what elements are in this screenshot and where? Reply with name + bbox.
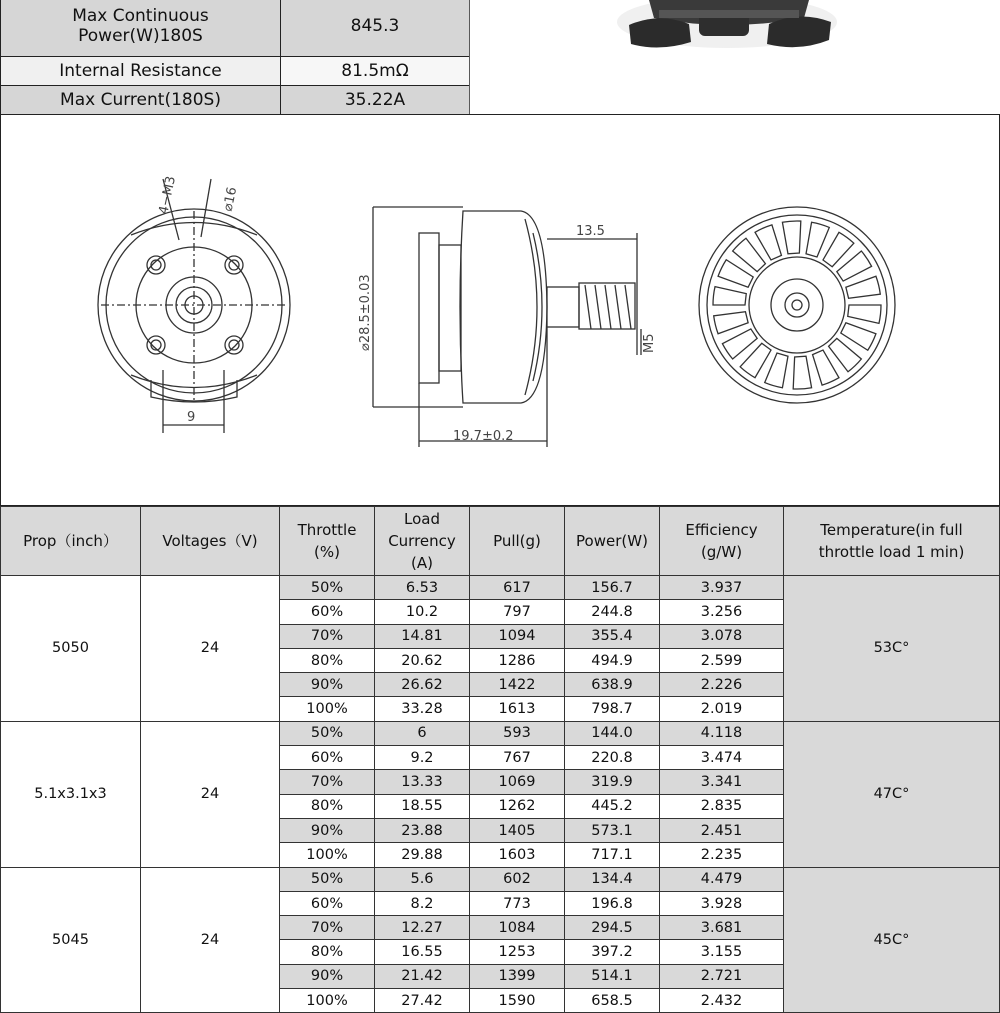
load-current-cell: 14.81 [375, 624, 470, 648]
side-profile-view [373, 207, 641, 447]
power-cell: 220.8 [565, 746, 660, 770]
performance-table [0, 506, 1000, 1013]
efficiency-cell: 4.118 [660, 721, 784, 745]
efficiency-cell: 3.256 [660, 600, 784, 624]
throttle-cell: 60% [280, 746, 375, 770]
spec-row-power [1, 0, 470, 57]
spec-row-resistance [1, 57, 470, 86]
prop-cell: 5050 [1, 576, 141, 722]
pull-cell: 1405 [470, 818, 565, 842]
power-cell: 319.9 [565, 770, 660, 794]
efficiency-cell: 2.019 [660, 697, 784, 721]
header-pull: Pull(g) [470, 507, 565, 576]
vent-slot [848, 305, 881, 323]
label-diameter: ⌀28.5±0.03 [358, 274, 373, 351]
throttle-cell: 90% [280, 964, 375, 988]
throttle-cell: 60% [280, 891, 375, 915]
load-current-cell: 26.62 [375, 673, 470, 697]
label-shaft-thread: M5 [642, 333, 657, 353]
throttle-cell: 100% [280, 843, 375, 867]
vent-slot [782, 221, 800, 254]
vent-slot [765, 353, 788, 388]
label-bolt-circle: ⌀16 [220, 185, 241, 213]
spec-label-line: Max Continuous [72, 5, 209, 26]
drawing-canvas [1, 115, 1000, 507]
header-load [375, 507, 470, 576]
power-cell: 144.0 [565, 721, 660, 745]
power-cell: 514.1 [565, 964, 660, 988]
header-text: (g/W) [700, 543, 743, 561]
header-prop: Prop（inch） [1, 507, 141, 576]
power-cell: 494.9 [565, 648, 660, 672]
load-current-cell: 10.2 [375, 600, 470, 624]
power-cell: 294.5 [565, 916, 660, 940]
pull-cell: 593 [470, 721, 565, 745]
pull-cell: 767 [470, 746, 565, 770]
efficiency-cell: 2.432 [660, 989, 784, 1013]
header-text: Load [404, 510, 440, 528]
mount-face-view [98, 179, 290, 433]
header-temperature [784, 507, 1000, 576]
power-cell: 196.8 [565, 891, 660, 915]
header-voltage: Voltages（V) [141, 507, 280, 576]
label-hole-spacing: 9 [187, 410, 196, 425]
power-cell: 445.2 [565, 794, 660, 818]
temperature-cell: 45C° [784, 867, 1000, 1013]
pull-cell: 1613 [470, 697, 565, 721]
spec-table [0, 0, 470, 115]
load-current-cell: 12.27 [375, 916, 470, 940]
efficiency-cell: 2.235 [660, 843, 784, 867]
table-row [1, 576, 1000, 600]
efficiency-cell: 4.479 [660, 867, 784, 891]
efficiency-cell: 3.474 [660, 746, 784, 770]
efficiency-cell: 2.835 [660, 794, 784, 818]
vent-slot [714, 312, 748, 334]
power-cell: 156.7 [565, 576, 660, 600]
power-cell: 573.1 [565, 818, 660, 842]
throttle-cell: 80% [280, 940, 375, 964]
header-text: Temperature(in full [820, 521, 963, 539]
pull-cell: 1422 [470, 673, 565, 697]
throttle-cell: 80% [280, 794, 375, 818]
spec-label: Max Current(180S) [1, 86, 281, 115]
power-cell: 397.2 [565, 940, 660, 964]
throttle-cell: 70% [280, 770, 375, 794]
load-current-cell: 16.55 [375, 940, 470, 964]
load-current-cell: 29.88 [375, 843, 470, 867]
load-current-cell: 5.6 [375, 867, 470, 891]
efficiency-cell: 2.721 [660, 964, 784, 988]
spec-label: Internal Resistance [1, 57, 281, 86]
throttle-cell: 60% [280, 600, 375, 624]
power-cell: 244.8 [565, 600, 660, 624]
power-cell: 658.5 [565, 989, 660, 1013]
header-text: Throttle [297, 521, 357, 539]
load-current-cell: 20.62 [375, 648, 470, 672]
efficiency-cell: 3.078 [660, 624, 784, 648]
spec-label-line: Power(W)180S [78, 25, 203, 46]
efficiency-cell: 2.226 [660, 673, 784, 697]
pull-cell: 1399 [470, 964, 565, 988]
throttle-cell: 100% [280, 697, 375, 721]
power-cell: 717.1 [565, 843, 660, 867]
load-current-cell: 9.2 [375, 746, 470, 770]
throttle-cell: 70% [280, 916, 375, 940]
pull-cell: 1262 [470, 794, 565, 818]
voltage-cell: 24 [141, 576, 280, 722]
power-cell: 798.7 [565, 697, 660, 721]
label-body-length: 19.7±0.2 [453, 429, 514, 444]
pull-cell: 1253 [470, 940, 565, 964]
label-mount-holes: 4−M3 [156, 174, 180, 216]
efficiency-cell: 3.928 [660, 891, 784, 915]
spec-value: 35.22A [281, 86, 470, 115]
prop-cell: 5.1x3.1x3 [1, 721, 141, 867]
header-text: throttle load 1 min) [818, 543, 965, 561]
spec-label [1, 0, 281, 57]
voltage-cell: 24 [141, 721, 280, 867]
power-cell: 134.4 [565, 867, 660, 891]
motor-photo [469, 0, 1000, 114]
header-text: (%) [314, 543, 340, 561]
efficiency-cell: 2.599 [660, 648, 784, 672]
load-current-cell: 18.55 [375, 794, 470, 818]
spec-value: 81.5mΩ [281, 57, 470, 86]
efficiency-cell: 3.681 [660, 916, 784, 940]
temperature-cell: 47C° [784, 721, 1000, 867]
load-current-cell: 27.42 [375, 989, 470, 1013]
load-current-cell: 6.53 [375, 576, 470, 600]
efficiency-cell: 3.155 [660, 940, 784, 964]
table-header-row [1, 507, 1000, 576]
pull-cell: 1069 [470, 770, 565, 794]
efficiency-cell: 3.341 [660, 770, 784, 794]
bell-vents [713, 221, 881, 389]
pull-cell: 1286 [470, 648, 565, 672]
prop-cell: 5045 [1, 867, 141, 1013]
throttle-cell: 100% [280, 989, 375, 1013]
throttle-cell: 50% [280, 576, 375, 600]
pull-cell: 617 [470, 576, 565, 600]
spec-row-current [1, 86, 470, 115]
throttle-cell: 80% [280, 648, 375, 672]
load-current-cell: 21.42 [375, 964, 470, 988]
header-text: Efficiency [685, 521, 758, 539]
vent-slot [793, 356, 811, 389]
spec-value: 845.3 [281, 0, 470, 57]
throttle-cell: 90% [280, 818, 375, 842]
header-throttle [280, 507, 375, 576]
dimension-drawing [0, 114, 1000, 506]
table-row [1, 721, 1000, 745]
load-current-cell: 33.28 [375, 697, 470, 721]
efficiency-cell: 3.937 [660, 576, 784, 600]
load-current-cell: 23.88 [375, 818, 470, 842]
label-shaft-length: 13.5 [576, 224, 605, 239]
efficiency-cell: 2.451 [660, 818, 784, 842]
pull-cell: 1590 [470, 989, 565, 1013]
power-cell: 638.9 [565, 673, 660, 697]
pull-cell: 773 [470, 891, 565, 915]
throttle-cell: 70% [280, 624, 375, 648]
header-text: Currency [388, 532, 456, 550]
vent-slot [846, 276, 880, 298]
header-text: (A) [411, 554, 433, 572]
header-efficiency [660, 507, 784, 576]
temperature-cell: 53C° [784, 576, 1000, 722]
throttle-cell: 90% [280, 673, 375, 697]
pull-cell: 602 [470, 867, 565, 891]
voltage-cell: 24 [141, 867, 280, 1013]
throttle-cell: 50% [280, 867, 375, 891]
load-current-cell: 6 [375, 721, 470, 745]
power-cell: 355.4 [565, 624, 660, 648]
pull-cell: 1603 [470, 843, 565, 867]
vent-slot [806, 222, 829, 257]
pull-cell: 1094 [470, 624, 565, 648]
header-power: Power(W) [565, 507, 660, 576]
load-current-cell: 8.2 [375, 891, 470, 915]
vent-slot [713, 287, 746, 305]
pull-cell: 797 [470, 600, 565, 624]
pull-cell: 1084 [470, 916, 565, 940]
load-current-cell: 13.33 [375, 770, 470, 794]
table-row [1, 867, 1000, 891]
throttle-cell: 50% [280, 721, 375, 745]
